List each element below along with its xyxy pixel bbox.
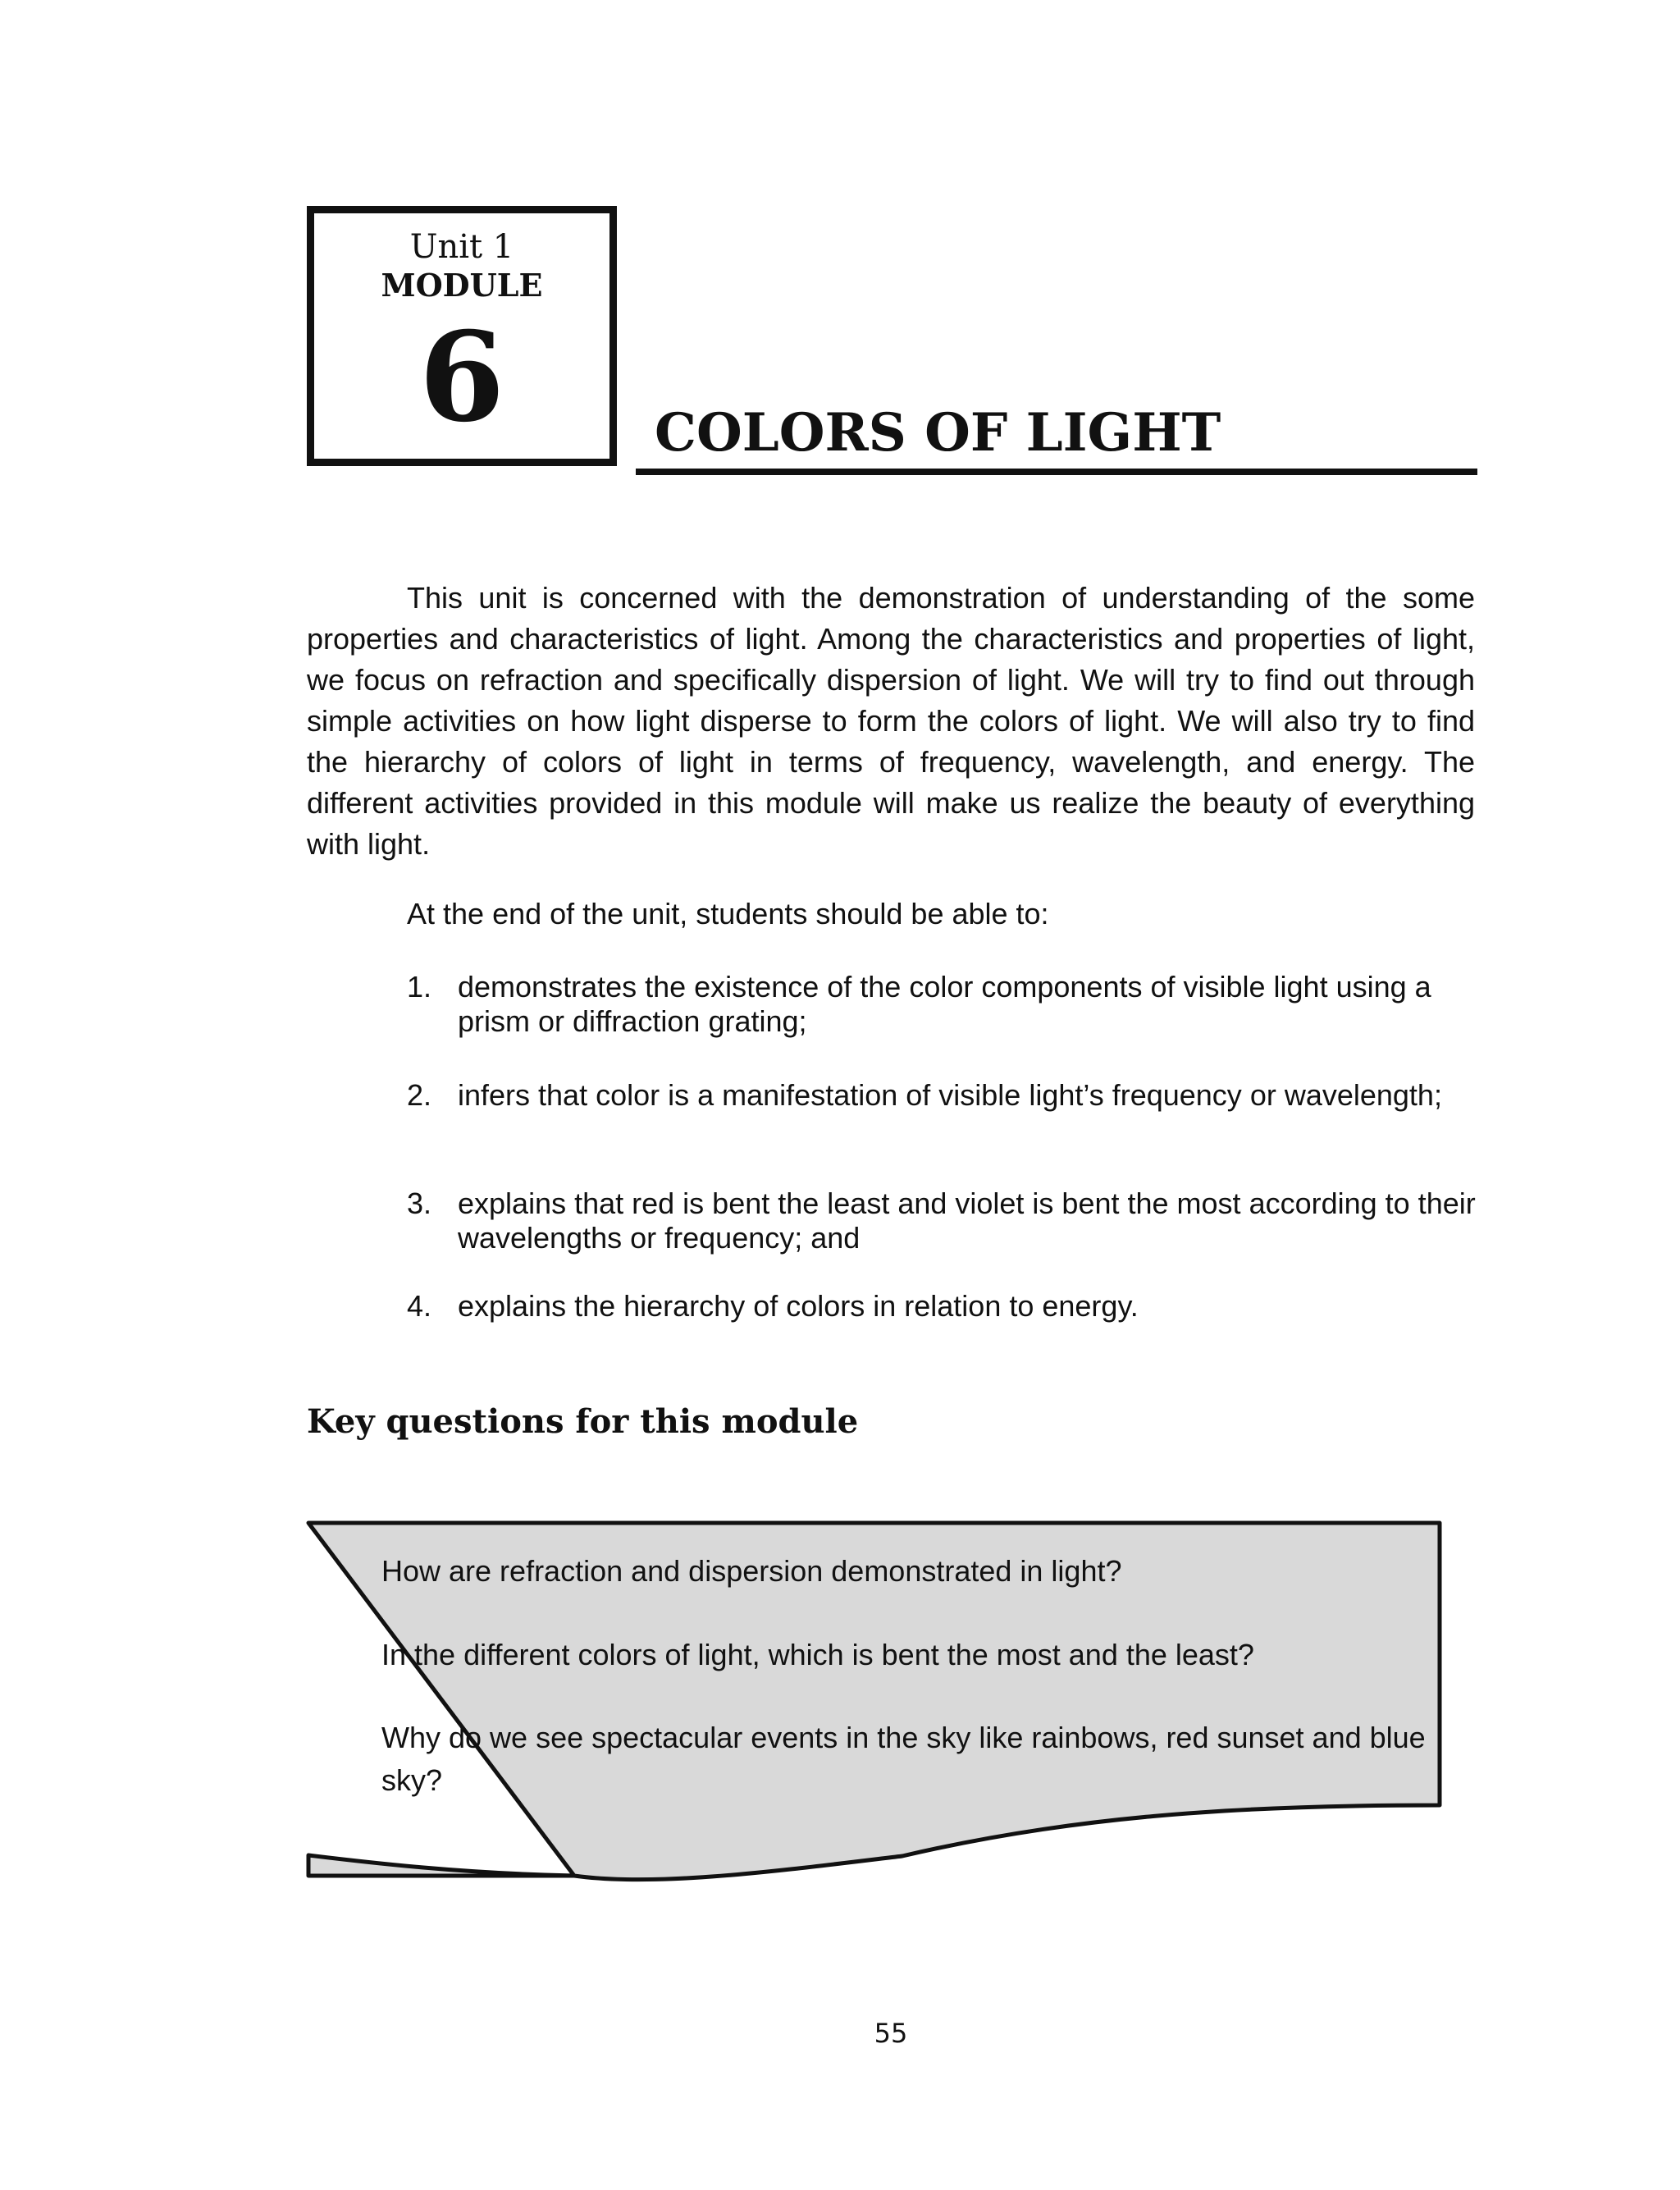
objective-number: 3.: [407, 1186, 432, 1220]
objective-number: 4.: [407, 1289, 432, 1323]
objective-number: 2.: [407, 1078, 432, 1112]
module-label: MODULE: [381, 267, 543, 304]
key-questions-heading: Key questions for this module: [307, 1402, 859, 1441]
objective-text: explains that red is bent the least and violet is bent the most according to their wavelengths or frequency; and: [458, 1186, 1476, 1255]
objective-text: infers that color is a manifestation of visible light’s frequency or wavelength;: [458, 1078, 1442, 1112]
objective-text: explains the hierarchy of colors in relation to energy.: [458, 1289, 1139, 1323]
key-question: In the different colors of light, which is bent the most and the least?: [381, 1638, 1254, 1671]
intro-paragraph: This unit is concerned with the demonstration of understanding of the some properties and characteristics of light. Among the characteristics and properties of light, we focus on refraction and specifically dispersion of light. We will try to find out through simple activities on how light disperse to form the colors of light. We will also try to find the hierarchy of colors of light in terms of frequency, wavelength, and energy. The different activities provided in this module will make us realize the beauty of everything with light.: [307, 581, 1475, 861]
module-number: 6: [418, 305, 505, 450]
key-question: Why do we see spectacular events in the sky like rainbows, red sunset and blue sky?: [381, 1721, 1426, 1797]
page-number: 55: [874, 2018, 908, 2049]
objective-number: 1.: [407, 970, 432, 1004]
page-title: COLORS OF LIGHT: [655, 402, 1221, 464]
key-question: How are refraction and dispersion demonstrated in light?: [381, 1554, 1122, 1588]
unit-label: Unit 1: [409, 228, 514, 266]
objectives-lead: At the end of the unit, students should be able to:: [407, 897, 1049, 930]
objective-text: demonstrates the existence of the color components of visible light using a prism or diffraction grating;: [458, 970, 1431, 1038]
